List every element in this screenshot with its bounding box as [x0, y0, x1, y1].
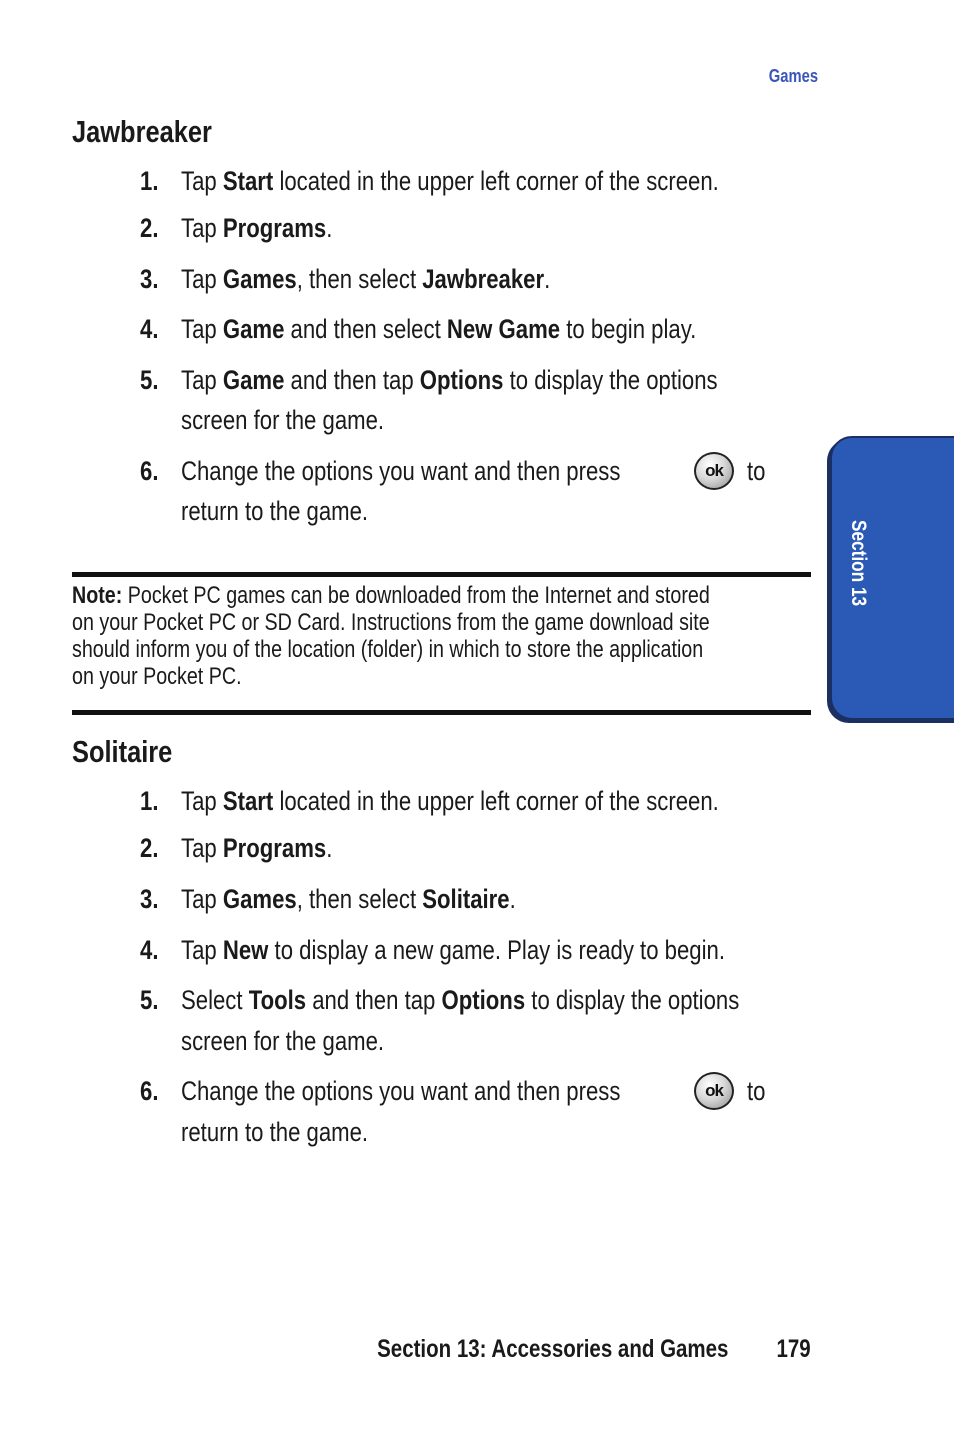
- step-number: 6.: [140, 1076, 159, 1106]
- step-text: Tap Start located in the upper left corner of the screen.: [181, 166, 719, 196]
- step-number: 2.: [140, 213, 159, 243]
- step-number: 3.: [140, 264, 159, 294]
- step-text: Tap Games, then select Solitaire.: [181, 884, 516, 914]
- note-label: Note:: [72, 582, 123, 609]
- step-number: 4.: [140, 314, 159, 344]
- step-number: 1.: [140, 786, 159, 816]
- note-top-rule: [72, 572, 811, 577]
- step-text-continued: screen for the game.: [181, 1026, 385, 1056]
- step-text: Tap Programs.: [181, 833, 333, 863]
- step-text: Tap Start located in the upper left corner of the screen.: [181, 786, 719, 816]
- step-text-suffix: to: [747, 456, 766, 486]
- step-number: 2.: [140, 833, 159, 863]
- ok-button-icon: ok: [694, 1072, 734, 1110]
- note-line: Note: Pocket PC games can be downloaded from the Internet and stored: [72, 582, 710, 609]
- step-text-suffix: to: [747, 1076, 766, 1106]
- step-text: Change the options you want and then press: [181, 456, 621, 486]
- step-text: Tap Game and then select New Game to begin play.: [181, 314, 697, 344]
- note-bottom-rule: [72, 710, 811, 715]
- step-text-continued: return to the game.: [181, 1117, 369, 1147]
- step-text: Tap New to display a new game. Play is ready to begin.: [181, 935, 725, 965]
- note-line: should inform you of the location (folder) in which to store the application: [72, 636, 704, 663]
- note-line: on your Pocket PC or SD Card. Instructions from the game download site: [72, 609, 710, 636]
- ok-button-icon: ok: [694, 452, 734, 490]
- step-number: 3.: [140, 884, 159, 914]
- step-text: Change the options you want and then press: [181, 1076, 621, 1106]
- page-number: 179: [776, 1335, 811, 1363]
- footer-section-title: Section 13: Accessories and Games: [376, 1335, 728, 1363]
- note-box: [72, 582, 810, 690]
- step-text-continued: return to the game.: [181, 496, 369, 526]
- step-text: Select Tools and then tap Options to display the options: [181, 985, 740, 1015]
- note-line: on your Pocket PC.: [72, 663, 242, 690]
- step-text: Tap Games, then select Jawbreaker.: [181, 264, 551, 294]
- section-heading-jawbreaker: Jawbreaker: [72, 114, 212, 149]
- step-number: 5.: [140, 365, 159, 395]
- step-number: 4.: [140, 935, 159, 965]
- step-number: 6.: [140, 456, 159, 486]
- section-heading-solitaire: Solitaire: [72, 734, 173, 769]
- step-number: 1.: [140, 166, 159, 196]
- running-header: Games: [768, 66, 818, 86]
- step-number: 5.: [140, 985, 159, 1015]
- step-text: Tap Programs.: [181, 213, 333, 243]
- step-text-continued: screen for the game.: [181, 405, 385, 435]
- step-text: Tap Game and then tap Options to display the options: [181, 365, 718, 395]
- section-tab-label: Section 13: [847, 520, 870, 607]
